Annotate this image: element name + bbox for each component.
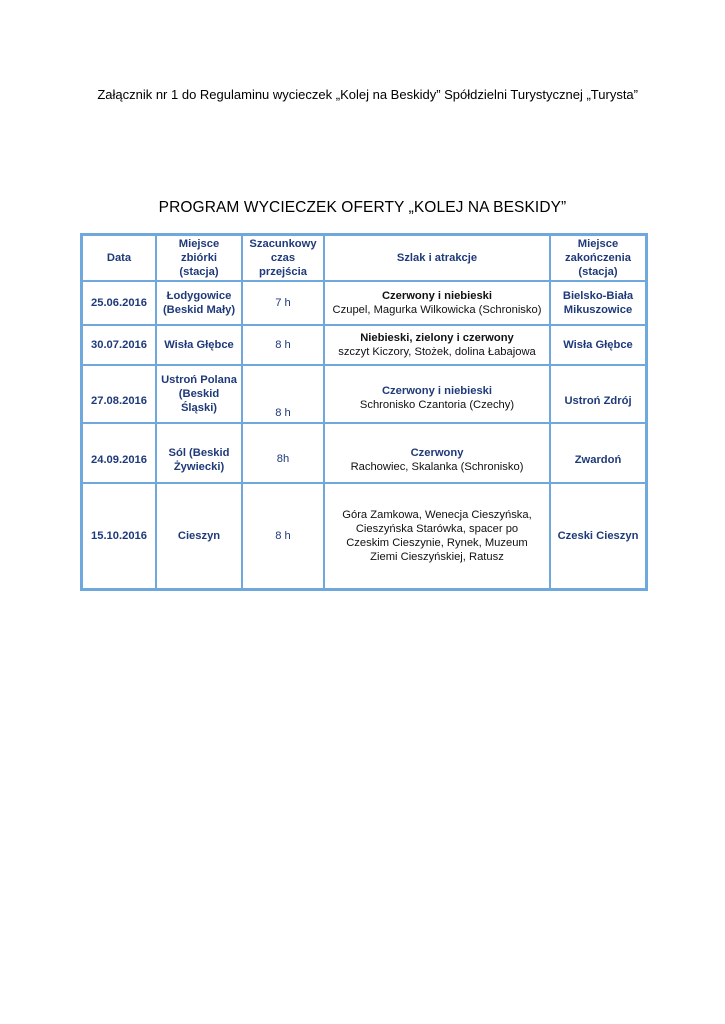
row-date: 15.10.2016 (82, 483, 156, 589)
row-route (324, 325, 550, 365)
row-time: 7 h (242, 281, 324, 325)
route-description: Schronisko Czantoria (Czechy) (359, 398, 515, 411)
row-start-station: Wisła Głębce (156, 325, 242, 365)
table-row (82, 281, 646, 325)
row-end-station: Czeski Cieszyn (550, 483, 646, 589)
row-end-station: Wisła Głębce (550, 325, 646, 365)
program-table (80, 233, 648, 591)
row-date: 24.09.2016 (82, 423, 156, 483)
row-end-station: Ustroń Zdrój (550, 365, 646, 423)
row-time: 8h (242, 423, 324, 483)
row-date: 27.08.2016 (82, 365, 156, 423)
header-route: Szlak i atrakcje (324, 235, 550, 281)
route-title: Czerwony i niebieski (381, 384, 493, 397)
route-title: Niebieski, zielony i czerwony (360, 332, 514, 344)
route-description: Czupel, Magurka Wilkowicka (Schronisko) (332, 304, 542, 316)
row-route (324, 423, 550, 483)
table-header-row (82, 235, 646, 281)
header-start-station: Miejsce zbiórki (stacja) (156, 235, 242, 281)
row-route (324, 483, 550, 589)
row-start-station: Ustroń Polana (Beskid Śląski) (156, 365, 242, 423)
document-title: PROGRAM WYCIECZEK OFERTY „KOLEJ NA BESKIDY” (158, 199, 567, 216)
header-estimated-time: Szacunkowy czas przejścia (242, 235, 324, 281)
row-route (324, 365, 550, 423)
table-row (82, 423, 646, 483)
row-start-station: Sól (Beskid Żywiecki) (156, 423, 242, 483)
header-end-station: Miejsce zakończenia (stacja) (550, 235, 646, 281)
table-row (82, 483, 646, 589)
route-title: Czerwony (410, 446, 464, 459)
row-end-station: Bielsko-Biała Mikuszowice (550, 281, 646, 325)
row-time: 8 h (242, 325, 324, 365)
row-time: 8 h (242, 483, 324, 589)
route-description: Góra Zamkowa, Wenecja Cieszyńska, Cieszyńska Starówka, spacer po Czeskim Cieszynie, Rynek, Muzeum Ziemi Cieszyńskiej, Ratusz (342, 509, 532, 563)
route-description: szczyt Kiczory, Stożek, dolina Łabajowa (338, 346, 536, 358)
row-start-station: Cieszyn (156, 483, 242, 589)
route-title: Czerwony i niebieski (381, 290, 493, 302)
header-note: Załącznik nr 1 do Regulaminu wycieczek „Kolej na Beskidy” Spółdzielni Turystycznej „Turysta” (97, 87, 638, 102)
row-route (324, 281, 550, 325)
table-row (82, 365, 646, 423)
row-time: 8 h (242, 365, 324, 423)
row-start-station: Łodygowice (Beskid Mały) (156, 281, 242, 325)
header-date: Data (82, 235, 156, 281)
row-date: 25.06.2016 (82, 281, 156, 325)
row-date: 30.07.2016 (82, 325, 156, 365)
route-description: Rachowiec, Skalanka (Schronisko) (350, 460, 524, 473)
row-end-station: Zwardoń (550, 423, 646, 483)
table-row (82, 325, 646, 365)
